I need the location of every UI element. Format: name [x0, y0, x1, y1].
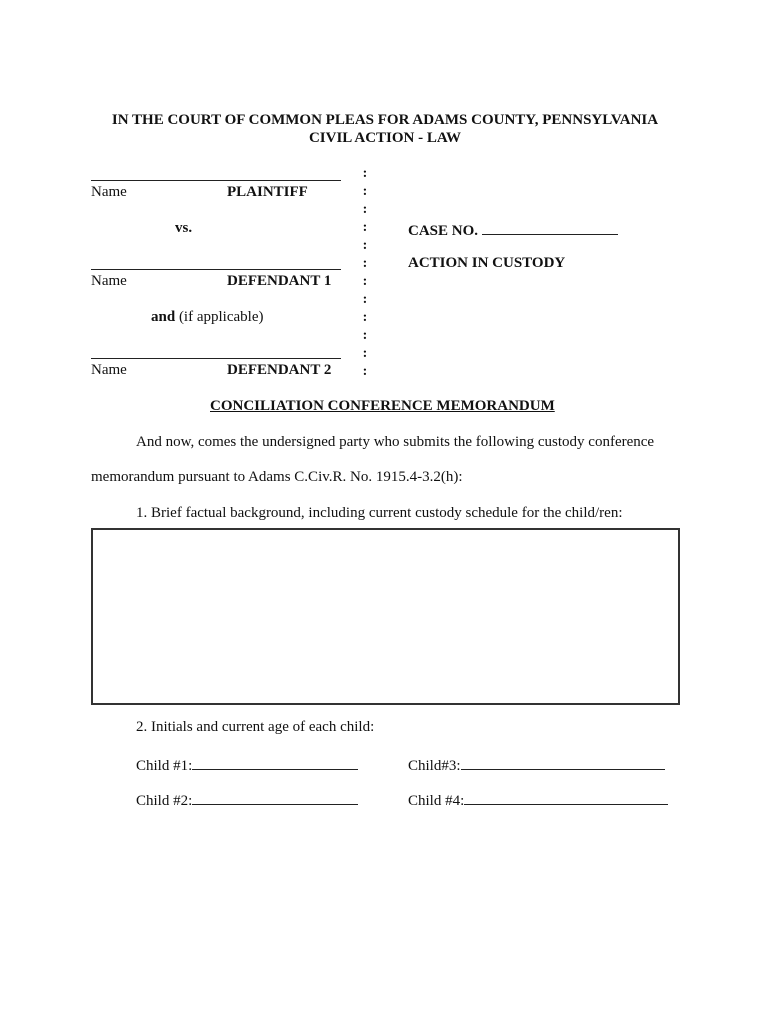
child-4-line[interactable] — [464, 790, 668, 805]
defendant2-name-line[interactable] — [91, 358, 341, 359]
and-word: and — [151, 309, 176, 325]
child-2-label: Child #2: — [136, 793, 193, 809]
action-in-custody: ACTION IN CUSTODY — [408, 255, 566, 271]
child-2-line[interactable] — [192, 790, 358, 805]
plaintiff-role: PLAINTIFF — [227, 184, 308, 200]
caption-colon: : — [362, 238, 368, 253]
child-4-field — [408, 790, 668, 810]
defendant1-role: DEFENDANT 1 — [227, 273, 332, 289]
child-3-field — [408, 755, 665, 775]
caption-colon: : — [362, 364, 368, 379]
case-number-label: CASE NO. — [408, 223, 479, 239]
plaintiff-name-line[interactable] — [91, 180, 341, 181]
defendant1-name-label: Name — [91, 273, 127, 289]
and-if-applicable — [151, 309, 263, 326]
case-number-field — [408, 220, 618, 240]
child-1-label: Child #1: — [136, 758, 193, 774]
child-2-field — [136, 790, 358, 810]
factual-background-box[interactable] — [91, 528, 680, 705]
child-3-label: Child#3: — [408, 758, 461, 774]
plaintiff-name-label: Name — [91, 184, 127, 200]
action-heading: CIVIL ACTION - LAW — [308, 130, 462, 146]
question-1: 1. Brief factual background, including current custody schedule for the child/ren: — [136, 505, 623, 521]
intro-line-1: And now, comes the undersigned party who submits the following custody conference — [136, 434, 655, 450]
court-heading: IN THE COURT OF COMMON PLEAS FOR ADAMS COUNTY, PENNSYLVANIA — [111, 112, 659, 128]
defendant2-name-label: Name — [91, 362, 127, 378]
memo-title: CONCILIATION CONFERENCE MEMORANDUM — [210, 398, 555, 414]
caption-colon: : — [362, 202, 368, 217]
case-number-line[interactable] — [482, 220, 618, 235]
defendant2-role: DEFENDANT 2 — [227, 362, 332, 378]
caption-colon: : — [362, 310, 368, 325]
defendant1-name-line[interactable] — [91, 269, 341, 270]
child-4-label: Child #4: — [408, 793, 465, 809]
intro-line-2: memorandum pursuant to Adams C.Civ.R. No. 1915.4-3.2(h): — [91, 469, 463, 485]
caption-colon: : — [362, 220, 368, 235]
caption-colon: : — [362, 256, 368, 271]
caption-colon: : — [362, 274, 368, 289]
caption-colon: : — [362, 166, 368, 181]
caption-colon: : — [362, 328, 368, 343]
versus-label: vs. — [175, 220, 193, 236]
child-1-line[interactable] — [192, 755, 358, 770]
child-3-line[interactable] — [461, 755, 665, 770]
child-1-field — [136, 755, 358, 775]
question-2: 2. Initials and current age of each child: — [136, 719, 375, 735]
caption-colon: : — [362, 292, 368, 307]
caption-colon: : — [362, 346, 368, 361]
caption-colon: : — [362, 184, 368, 199]
if-applicable-text: (if applicable) — [178, 309, 264, 325]
